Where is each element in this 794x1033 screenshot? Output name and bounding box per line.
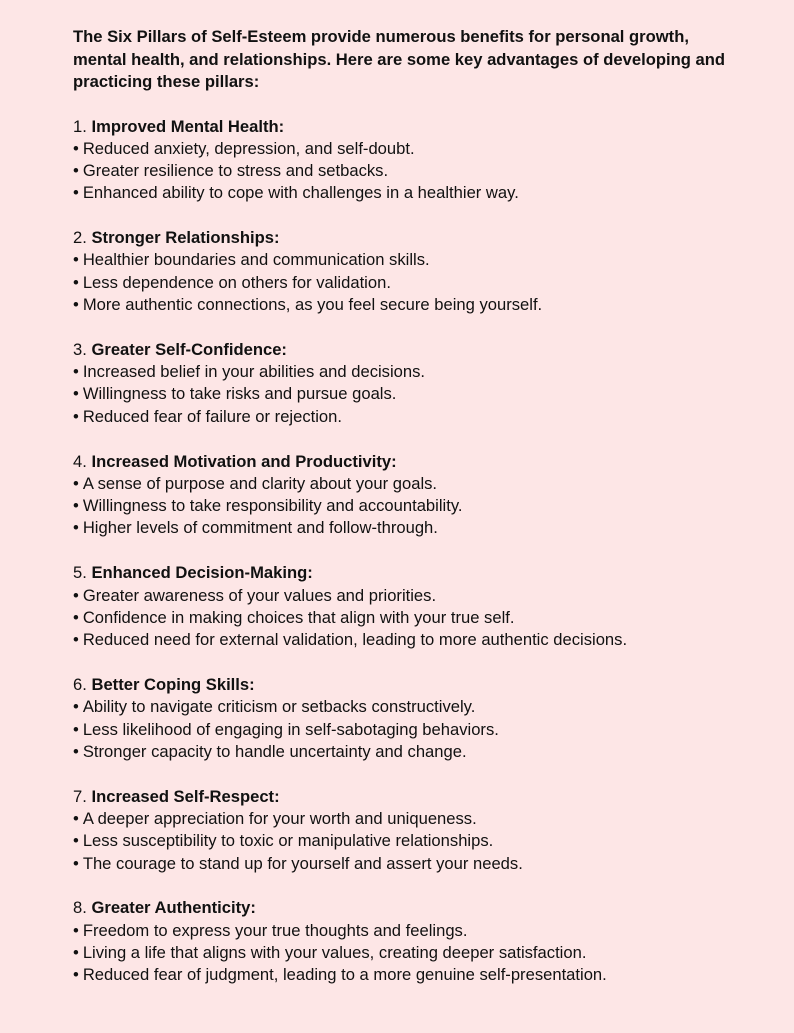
section-title: Greater Authenticity: [91,898,256,918]
bullet-item: • Reduced fear of judgment, leading to a more genuine self-presentation. [73,964,734,986]
bullet-item: • Willingness to take risks and pursue goals. [73,383,734,405]
bullet-list [73,585,734,652]
section-number: 8. [73,898,87,918]
bullet-item: • Healthier boundaries and communication skills. [73,249,734,271]
section-heading [73,674,734,696]
section-number: 7. [73,786,87,806]
bullet-item: • Freedom to express your true thoughts and feelings. [73,920,734,942]
benefit-section [73,451,734,540]
benefit-section [73,674,734,763]
section-title: Improved Mental Health: [91,116,285,136]
bullet-list [73,920,734,987]
bullet-item: • Reduced need for external validation, leading to more authentic decisions. [73,629,734,651]
bullet-item: • Reduced anxiety, depression, and self-doubt. [73,138,734,160]
bullet-item: • Greater resilience to stress and setbacks. [73,160,734,182]
benefit-section [73,562,734,651]
bullet-item: • Ability to navigate criticism or setbacks constructively. [73,696,734,718]
bullet-item: • Less susceptibility to toxic or manipulative relationships. [73,830,734,852]
section-heading [73,897,734,919]
bullet-list [73,138,734,205]
bullet-item: • Increased belief in your abilities and decisions. [73,361,734,383]
bullet-list [73,473,734,540]
intro-paragraph: The Six Pillars of Self-Esteem provide numerous benefits for personal growth, mental health, and relationships. Here are some key advantages of developing and practicing these pillars: [73,27,725,91]
section-heading [73,339,734,361]
section-number: 6. [73,674,87,694]
bullet-item: • Greater awareness of your values and priorities. [73,585,734,607]
section-number: 1. [73,116,87,136]
bullet-item: • A sense of purpose and clarity about your goals. [73,473,734,495]
bullet-item: • Stronger capacity to handle uncertainty and change. [73,741,734,763]
section-heading [73,786,734,808]
sections-container [73,116,734,987]
bullet-list [73,361,734,428]
bullet-item: • Reduced fear of failure or rejection. [73,406,734,428]
bullet-item: • The courage to stand up for yourself and assert your needs. [73,853,734,875]
bullet-item: • A deeper appreciation for your worth and uniqueness. [73,808,734,830]
bullet-list [73,249,734,316]
bullet-item: • Higher levels of commitment and follow-through. [73,517,734,539]
section-heading [73,116,734,138]
section-number: 5. [73,563,87,583]
section-heading [73,227,734,249]
section-heading [73,562,734,584]
bullet-list [73,696,734,763]
section-title: Stronger Relationships: [91,228,280,248]
section-number: 2. [73,228,87,248]
bullet-item: • More authentic connections, as you feel secure being yourself. [73,294,734,316]
section-title: Increased Self-Respect: [91,786,280,806]
section-title: Greater Self-Confidence: [91,339,287,359]
benefit-section [73,339,734,428]
bullet-item: • Confidence in making choices that align with your true self. [73,607,734,629]
section-title: Increased Motivation and Productivity: [91,451,397,471]
section-heading [73,451,734,473]
benefit-section [73,227,734,316]
bullet-item: • Enhanced ability to cope with challenges in a healthier way. [73,182,734,204]
benefit-section [73,116,734,205]
benefit-section [73,897,734,986]
section-title: Enhanced Decision-Making: [91,563,313,583]
section-number: 4. [73,451,87,471]
bullet-item: • Less dependence on others for validation. [73,272,734,294]
bullet-list [73,808,734,875]
bullet-item: • Living a life that aligns with your values, creating deeper satisfaction. [73,942,734,964]
bullet-item: • Willingness to take responsibility and accountability. [73,495,734,517]
bullet-item: • Less likelihood of engaging in self-sabotaging behaviors. [73,719,734,741]
section-title: Better Coping Skills: [91,674,255,694]
benefit-section [73,786,734,875]
section-number: 3. [73,339,87,359]
